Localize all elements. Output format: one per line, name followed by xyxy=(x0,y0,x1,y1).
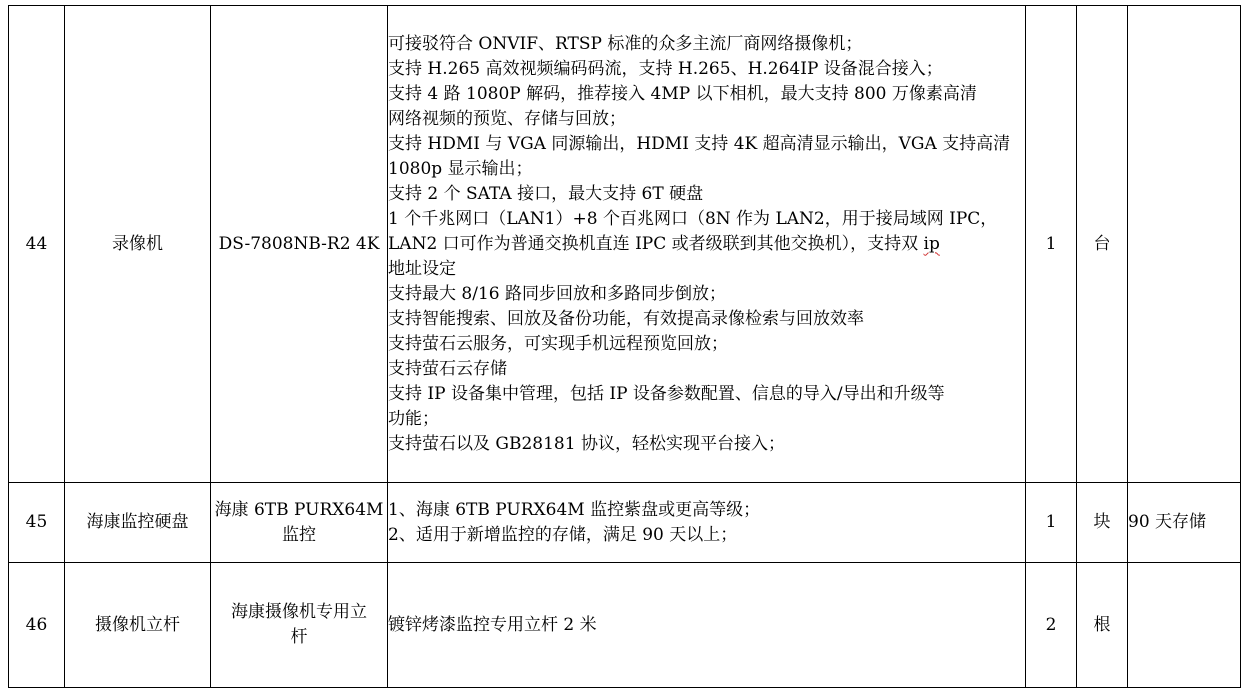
row-number: 44 xyxy=(9,6,65,483)
spec-line: 支持萤石以及 GB28181 协议，轻松实现平台接入； xyxy=(388,433,785,454)
spec-line: 支持 H.265 高效视频编码码流，支持 H.265、H.264IP 设备混合接入； xyxy=(388,58,943,79)
row-number: 46 xyxy=(9,563,65,688)
model-line: 杆 xyxy=(290,627,308,647)
item-specifications xyxy=(388,6,1026,483)
item-quantity: 2 xyxy=(1026,563,1077,688)
item-model: DS-7808NB-R2 4K xyxy=(211,6,388,483)
item-specifications xyxy=(388,483,1026,563)
item-remark xyxy=(1128,563,1241,688)
spec-line: 支持 HDMI 与 VGA 同源输出，HDMI 支持 4K 超高清显示输出，VGA 支持高清 xyxy=(388,133,1011,154)
table-row xyxy=(9,483,1241,563)
spell-check-word: ip xyxy=(923,233,940,254)
spec-line: 1080p 显示输出； xyxy=(388,158,533,179)
spec-line: 2、适用于新增监控的存储，满足 90 天以上； xyxy=(388,524,738,545)
item-specifications xyxy=(388,563,1026,688)
item-name: 海康监控硬盘 xyxy=(65,483,211,563)
equipment-spec-table xyxy=(8,5,1241,688)
item-model xyxy=(211,563,388,688)
spec-line: 支持智能搜索、回放及备份功能，有效提高录像检索与回放效率 xyxy=(388,308,864,329)
spec-line: 支持 2 个 SATA 接口，最大支持 6T 硬盘 xyxy=(388,183,704,204)
item-unit: 块 xyxy=(1077,483,1128,563)
spec-line: 支持 4 路 1080P 解码，推荐接入 4MP 以下相机，最大支持 800 万像素高清 xyxy=(388,83,977,104)
item-model xyxy=(211,483,388,563)
spec-line: 地址设定 xyxy=(388,258,456,279)
item-quantity: 1 xyxy=(1026,483,1077,563)
spec-line: 支持最大 8/16 路同步回放和多路同步倒放； xyxy=(388,283,726,304)
spec-line: 可接驳符合 ONVIF、RTSP 标准的众多主流厂商网络摄像机； xyxy=(388,33,863,54)
spec-line xyxy=(388,232,1025,257)
item-quantity: 1 xyxy=(1026,6,1077,483)
item-name: 录像机 xyxy=(65,6,211,483)
model-line: 海康摄像机专用立 xyxy=(231,602,367,622)
model-line: 监控 xyxy=(282,524,316,545)
spec-line: 网络视频的预览、存储与回放； xyxy=(388,108,626,129)
spec-line-text: LAN2 口可作为普通交换机直连 IPC 或者级联到其他交换机），支持双 xyxy=(388,233,924,254)
table-row xyxy=(9,563,1241,688)
spec-line: 支持萤石云服务，可实现手机远程预览回放； xyxy=(388,333,728,354)
table-row xyxy=(9,6,1241,483)
spec-line: 支持 IP 设备集中管理，包括 IP 设备参数配置、信息的导入/导出和升级等 xyxy=(388,383,945,404)
spec-line: 1、海康 6TB PURX64M 监控紫盘或更高等级； xyxy=(388,499,761,520)
spec-line: 1 个千兆网口（LAN1）+8 个百兆网口（8N 作为 LAN2，用于接局域网 IPC， xyxy=(388,208,998,229)
item-unit: 根 xyxy=(1077,563,1128,688)
model-line: 海康 6TB PURX64M xyxy=(214,499,384,520)
spec-line: 功能； xyxy=(388,408,439,429)
row-number: 45 xyxy=(9,483,65,563)
item-name: 摄像机立杆 xyxy=(65,563,211,688)
item-remark: 90 天存储 xyxy=(1128,483,1241,563)
item-unit: 台 xyxy=(1077,6,1128,483)
spec-line: 支持萤石云存储 xyxy=(388,358,507,379)
item-remark xyxy=(1128,6,1241,483)
spec-line: 镀锌烤漆监控专用立杆 2 米 xyxy=(388,614,597,635)
